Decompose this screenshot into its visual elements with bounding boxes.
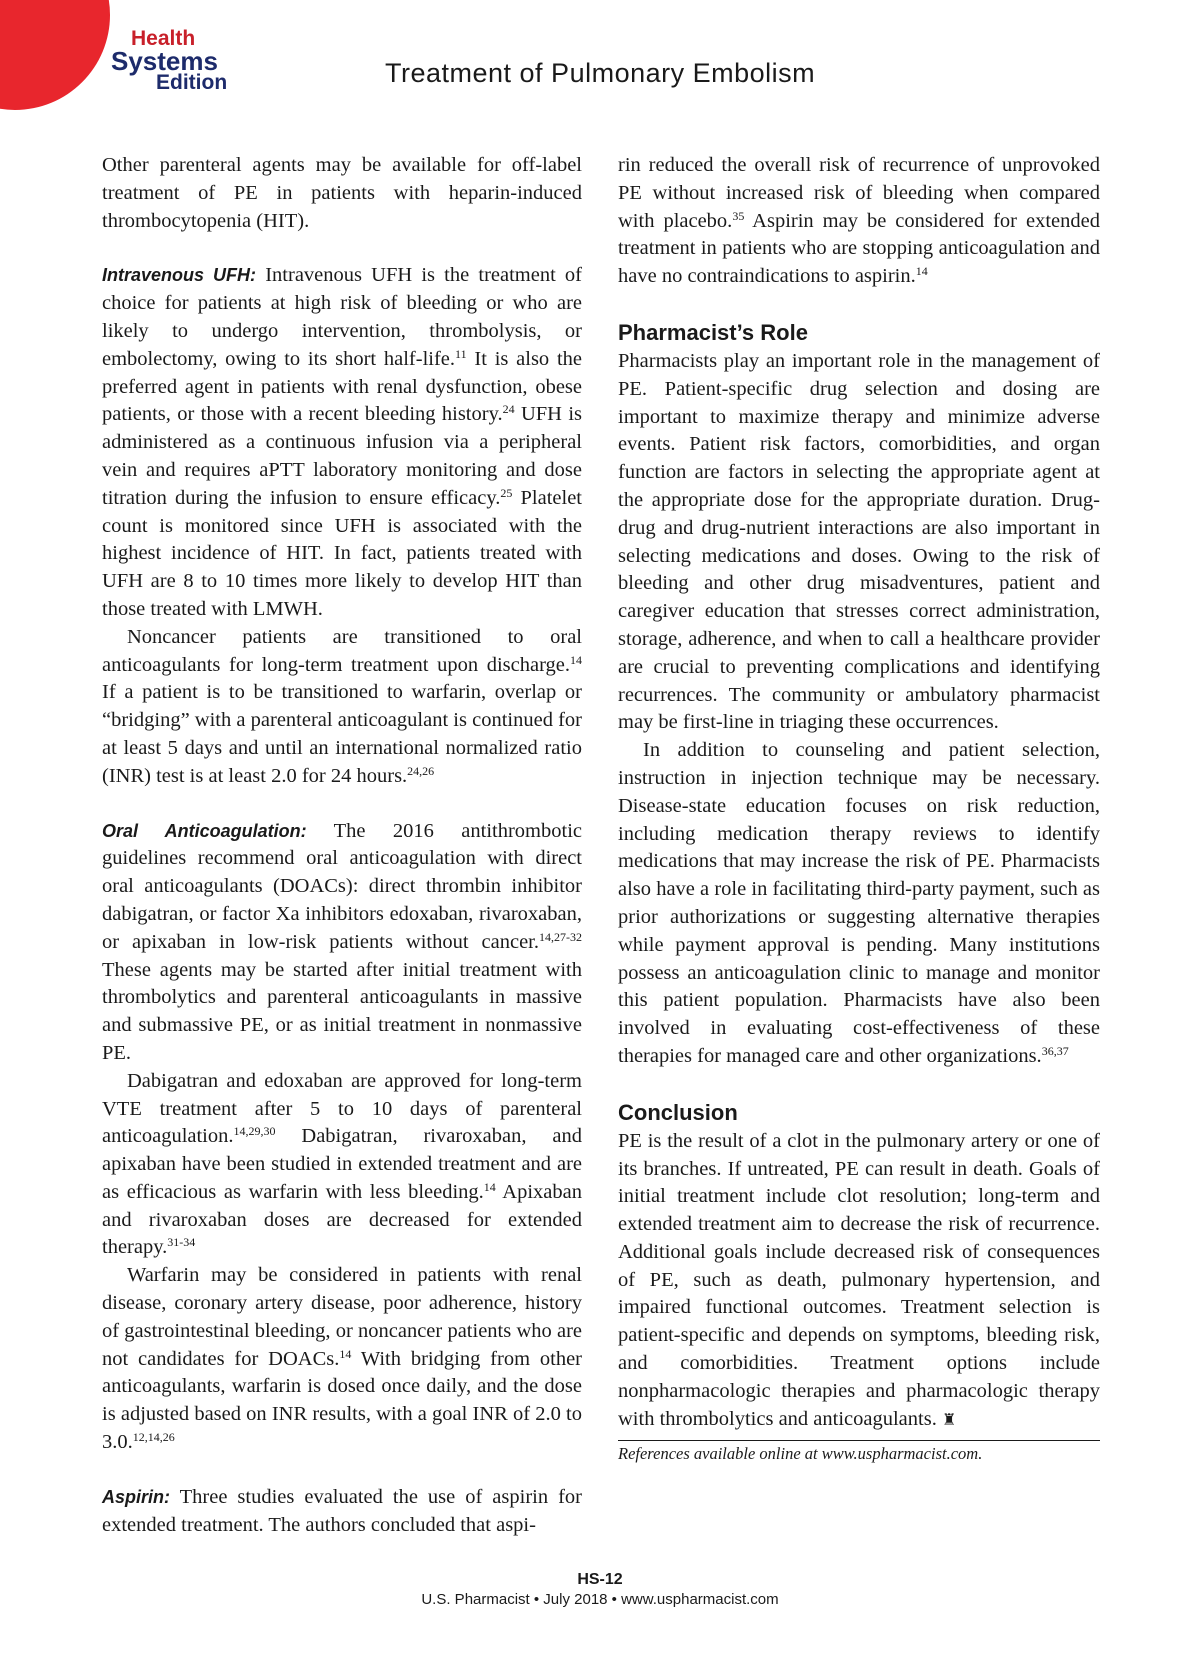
citation: 14 bbox=[915, 264, 928, 279]
right-column bbox=[618, 152, 1100, 1465]
citation: 31-34 bbox=[167, 1235, 196, 1250]
paragraph-pharmacists-role-1: Pharmacists play an important role in the management of PE. Patient-specific drug selection and dosing are important to maximize therapy and minimize adverse events. Patient risk factors, comorbidities, and organ function are factors in selecting the appropriate agent at the appropriate dose for the appropriate duration. Drug-drug and drug-nutrient interactions are also important in selecting medications and doses. Owing to the risk of bleeding and other drug misadventures, patient and caregiver education that stresses correct administration, storage, adherence, and when to call a healthcare provider are crucial to preventing complications and identifying recurrences. The community or ambulatory pharmacist may be first-line in triaging these occurrences. bbox=[618, 349, 1100, 734]
paragraph-aspirin: Aspirin: Three studies evaluated the use of aspirin for extended treatment. The authors concluded that aspi- bbox=[102, 1485, 582, 1536]
running-header-title: Treatment of Pulmonary Embolism bbox=[385, 58, 816, 88]
paragraph-pharmacists-role-2: In addition to counseling and patient selection, instruction in injection technique may be necessary. Disease-state education focuses on risk reduction, including medication therapy reviews to identify medications that may increase the risk of PE. Pharmacists also have a role in facilitating third-party payment, such as prior authorizations or suggesting alternative therapies while payment approval is pending. Many institutions possess an anticoagulation clinic to manage and monitor this patient population. Pharmacists have also been involved in evaluating cost-effectiveness of these therapies for managed care and other organizations.$^{36,37}$ bbox=[618, 739, 1100, 1067]
paragraph-oral-anticoagulation: Oral Anticoagulation: The 2016 antithrombotic guidelines recommend oral anticoagulation with direct oral anticoagulants (DOACs): direct thrombin inhibitor dabigatran, or factor Xa inhibitors edoxaban, rivaroxaban, or apixaban in low-risk patients without cancer.$^{14,27-32}$ These agents may be started after initial treatment with thrombolytics and parenteral anticoagulants in massive and submassive PE, or as initial treatment in nonmassive PE. bbox=[102, 819, 582, 1064]
logo-circle bbox=[0, 0, 110, 110]
references-note: References available online at www.uspharmacist.com. bbox=[618, 1440, 1100, 1465]
edition-logo bbox=[111, 28, 227, 94]
citation: 24 bbox=[502, 402, 515, 417]
paragraph-intravenous-ufh: Intravenous UFH: Intravenous UFH is the treatment of choice for patients at high risk of bleeding or who are likely to undergo intervention, thrombolysis, or embolectomy, owing to its short half-life.$^{11}$ It is also the preferred agent in patients with renal dysfunction, obese patients, or those with a recent bleeding history.$^{24}$ UFH is administered as a continuous infusion via a peripheral vein and requires aPTT laboratory monitoring and dose titration during the infusion to ensure efficacy.$^{25}$ Platelet count is monitored since UFH is associated with the highest incidence of HIT. In fact, patients treated with UFH are 8 to 10 times more likely to develop HIT than those treated with LMWH. bbox=[102, 264, 583, 620]
section-heading-conclusion: Conclusion bbox=[618, 1099, 738, 1125]
paragraph-transition: Noncancer patients are transitioned to oral anticoagulants for long-term treatment upon discharge.$^{14}$ If a patient is to be transitioned to warfarin, overlap or “bridging” with a parenteral anticoagulant is continued for at least 5 days and until an international normalized ratio (INR) test is at least 2.0 for 24 hours.$^{24,26}$ bbox=[102, 625, 582, 787]
paragraph-aspirin-continued: rin reduced the overall risk of recurrence of unprovoked PE without increased risk of bleeding when compared with placebo.$^{35}$ Aspirin may be considered for extended treatment in patients who are stopping anticoagulation and have no contraindications to aspirin.$^{14}$ bbox=[618, 154, 1100, 288]
citation: 25 bbox=[500, 485, 513, 500]
run-in-heading-ufh: Intravenous UFH: bbox=[102, 265, 257, 286]
citation: 14 bbox=[483, 1179, 496, 1194]
paragraph-warfarin: Warfarin may be considered in patients with renal disease, coronary artery disease, poor adherence, history of gastrointestinal bleeding, or noncancer patients who are not candidates for DOACs.$^{14}$ With bridging from other anticoagulants, warfarin is dosed once daily, and the dose is adjusted based on INR results, with a goal INR of 2.0 to 3.0.$^{12,14,26}$ bbox=[102, 1264, 582, 1454]
logo-line-systems: Systems bbox=[111, 46, 218, 76]
left-column bbox=[102, 152, 582, 1539]
page-footer bbox=[0, 1570, 1200, 1610]
section-heading-pharmacists-role: Pharmacist’s Role bbox=[618, 319, 808, 345]
citation: 35 bbox=[732, 208, 745, 223]
citation: 14,29,30 bbox=[233, 1124, 276, 1139]
paragraph-conclusion: PE is the result of a clot in the pulmonary artery or one of its branches. If untreated, PE can result in death. Goals of initial treatment include clot resolution; long-term and extended treatment aim to decrease the risk of recurrence. Additional goals include decreased risk of consequences of PE, such as death, pulmonary hypertension, and impaired functional outcomes. Treatment selection is patient-specific and depends on symptoms, bleeding risk, and comorbidities. Treatment options include nonpharmacologic therapies and pharmacologic therapy with thrombolytics and anticoagulants. ♜ bbox=[618, 1129, 1100, 1430]
run-in-heading-oral: Oral Anticoagulation: bbox=[102, 820, 307, 841]
publication-line: U.S. Pharmacist • July 2018 • www.uspharmacist.com bbox=[421, 1591, 779, 1608]
citation: 24,26 bbox=[407, 763, 435, 778]
end-of-article-icon: ♜ bbox=[941, 1411, 957, 1429]
citation: 36,37 bbox=[1041, 1043, 1069, 1058]
citation: 14,27-32 bbox=[539, 929, 582, 944]
logo-line-health: Health bbox=[131, 27, 196, 50]
citation: 12,14,26 bbox=[132, 1430, 175, 1445]
paragraph-other-agents: Other parenteral agents may be available for off-label treatment of PE in patients with heparin-induced thrombocytopenia (HIT). bbox=[102, 154, 582, 232]
run-in-heading-aspirin: Aspirin: bbox=[102, 1486, 171, 1507]
paragraph-dabigatran: Dabigatran and edoxaban are approved for long-term VTE treatment after 5 to 10 days of parenteral anticoagulation.$^{14,29,30}$ Dabigatran, rivaroxaban, and apixaban have been studied in extended treatment and are as efficacious as warfarin with less bleeding.$^{14}$ Apixaban and rivaroxaban doses are decreased for extended therapy.$^{31-34}$ bbox=[102, 1069, 582, 1259]
citation: 14 bbox=[570, 652, 582, 667]
logo-line-edition: Edition bbox=[156, 71, 228, 94]
citation: 11 bbox=[455, 346, 467, 361]
page-number: HS-12 bbox=[577, 1571, 623, 1588]
citation: 14 bbox=[339, 1346, 352, 1361]
